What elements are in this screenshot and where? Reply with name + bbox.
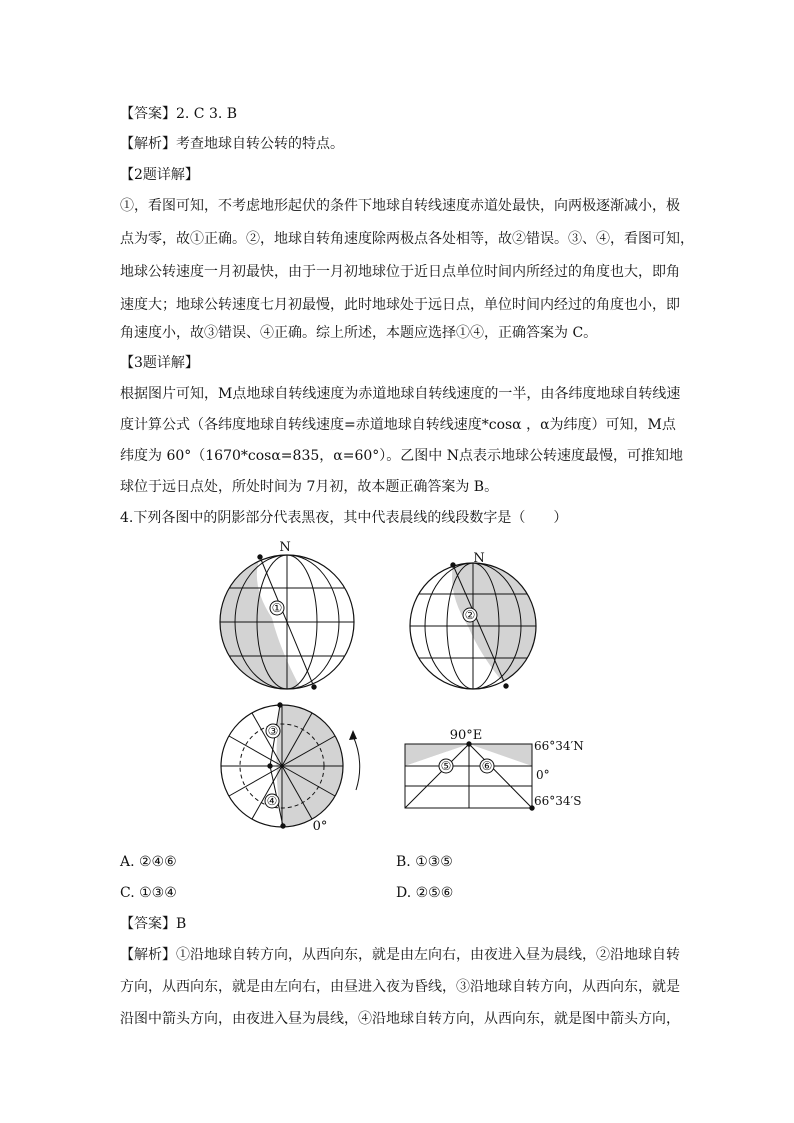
question-4-analysis-line: 【解析】①沿地球自转方向，从西向东，就是由左向右，由夜进入昼为晨线，②沿地球自转 — [120, 947, 680, 963]
rect-map-lon-90e: 90°E — [449, 728, 483, 743]
q3-detail-line: 纬度为 60°（1670*cosα=835，α=60°）。乙图中 N点表示地球公转速度最慢，可推知地 — [120, 448, 683, 464]
globe-2-line-label: ② — [464, 608, 476, 622]
q2-detail-line: 点为零，故①正确。②，地球自转角速度除两极点各处相等，故②错误。③、④，看图可知， — [120, 231, 694, 247]
option-d[interactable]: D. ②⑤⑥ — [396, 885, 454, 901]
question-4-figures — [210, 540, 584, 844]
q2-detail-line: ①，看图可知，不考虑地形起伏的条件下地球自转线速度赤道处最快，向两极逐渐减小，极 — [120, 198, 680, 214]
polar-line-3-label: ③ — [267, 724, 279, 738]
rect-map-line-5-label: ⑤ — [440, 759, 452, 773]
q2-detail-heading: 【2题详解】 — [120, 167, 199, 183]
globe-figure-2 — [410, 563, 540, 689]
polar-zero-longitude-label: 0° — [312, 819, 328, 834]
rect-map-lat-66n: 66°34′N — [534, 739, 584, 753]
q2-detail-line: 地球公转速度一月初最快，由于一月初地球位于近日点单位时间内所经过的角度也大，即角 — [120, 264, 680, 280]
question-4-answer: 【答案】B — [120, 916, 187, 932]
q3-detail-line: 球位于远日点处，所处时间为 7月初，故本题正确答案为 B。 — [120, 479, 499, 495]
analysis-line: 【解析】考查地球自转公转的特点。 — [120, 136, 344, 152]
option-b[interactable]: B. ①③⑤ — [396, 854, 453, 870]
rect-map-line-6-label: ⑥ — [481, 759, 493, 773]
polar-view-figure — [221, 703, 350, 828]
polar-line-4-label: ④ — [266, 794, 278, 808]
rect-map-lat-0: 0° — [536, 768, 550, 782]
question-4-stem: 4.下列各图中的阴影部分代表黑夜，其中代表晨线的线段数字是（ ） — [120, 510, 568, 526]
q3-detail-line: 根据图片可知，M点地球自转线速度为赤道地球自转线速度的一半，由各纬度地球自转线速 — [120, 386, 681, 402]
globe-1-line-label: ① — [271, 601, 283, 615]
question-4-analysis-line: 沿图中箭头方向，由夜进入昼为晨线，④沿地球自转方向，从西向东，就是图中箭头方向， — [120, 1011, 680, 1027]
option-a[interactable]: A. ②④⑥ — [120, 854, 177, 870]
globe-figure-1 — [220, 555, 354, 689]
q3-detail-line: 度计算公式（各纬度地球自转线速度=赤道地球自转线速度*cosα ，α为纬度）可知，M点 — [120, 417, 676, 433]
rotation-arrowhead-icon — [349, 730, 357, 740]
rect-map-lat-66s: 66°34′S — [534, 794, 582, 808]
rect-map-figure — [405, 742, 534, 810]
question-4-analysis-line: 方向，从西向东，就是由左向右，由昼进入夜为昏线，③沿地球自转方向，从西向东，就是 — [120, 979, 680, 995]
q2-detail-line: 角速度小，故③错误、④正确。综上所述，本题应选择①④，正确答案为 C。 — [120, 325, 598, 341]
q3-detail-heading: 【3题详解】 — [120, 355, 199, 371]
option-c[interactable]: C. ①③④ — [120, 885, 177, 901]
q2-detail-line: 速度大；地球公转速度七月初最慢，此时地球处于远日点，单位时间内经过的角度也小，即 — [120, 297, 680, 313]
globe-2-north-label: N — [473, 551, 485, 566]
globe-1-north-label: N — [279, 540, 291, 555]
rotation-arrow-icon — [353, 736, 360, 790]
answer-line: 【答案】2. C 3. B — [120, 106, 238, 122]
